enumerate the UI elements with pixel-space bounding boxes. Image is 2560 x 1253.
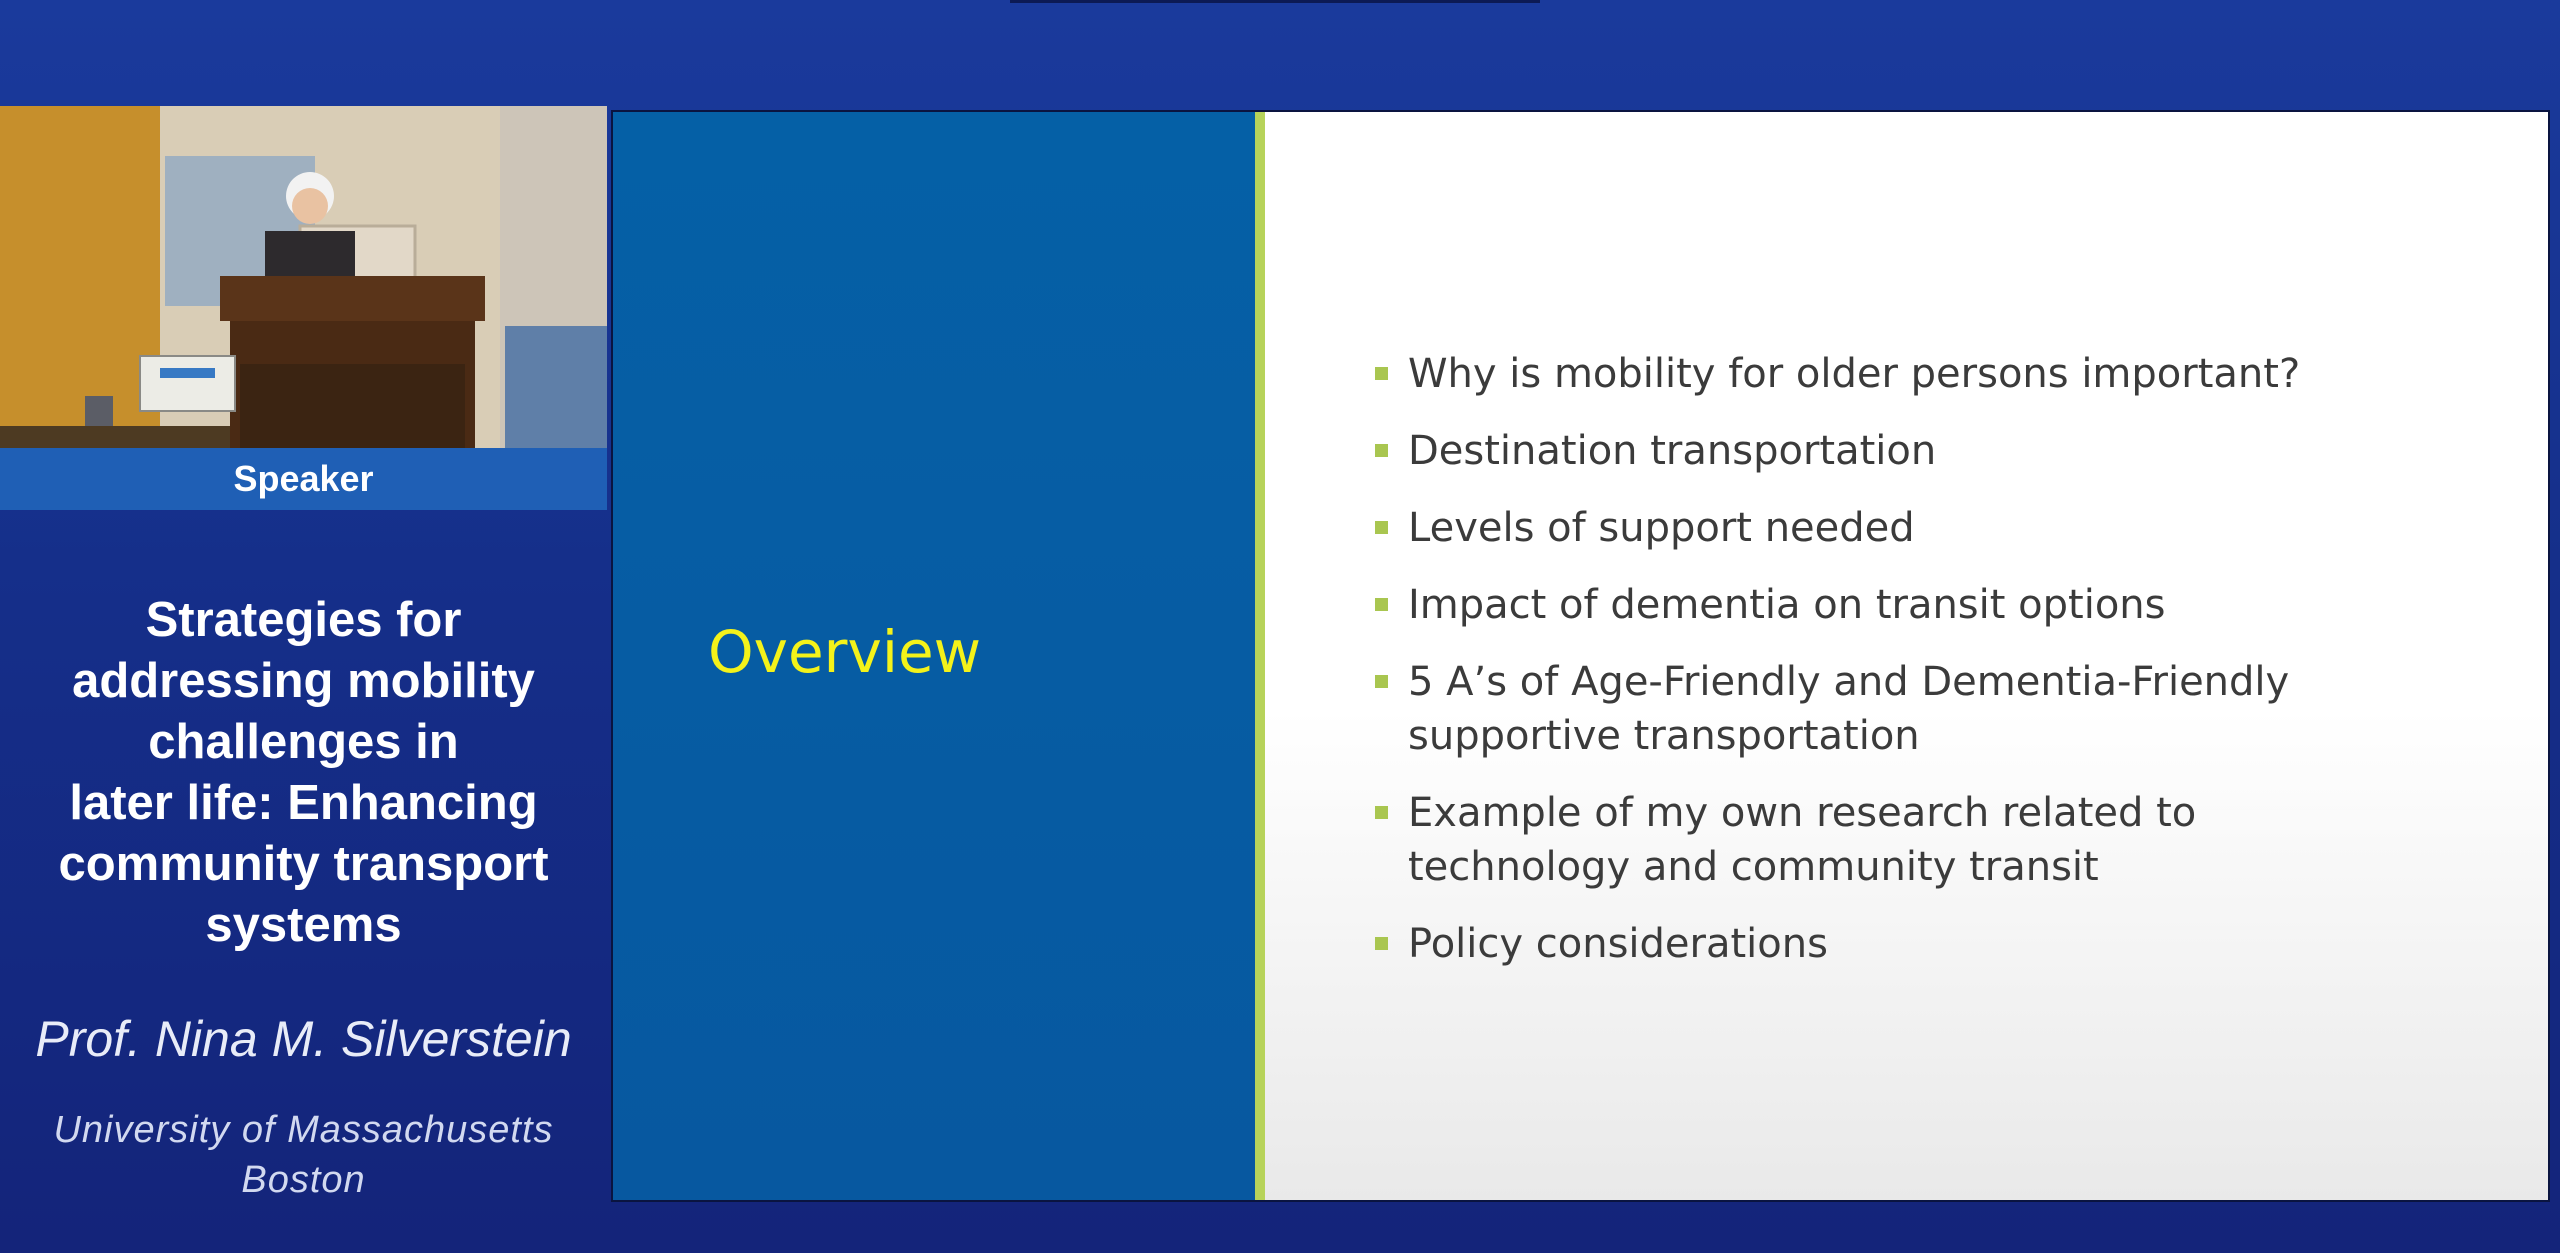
speaker-affiliation [0,1105,607,1205]
bullet-text-line: Why is mobility for older persons important? [1408,351,2301,397]
speaker-name: Prof. Nina M. Silverstein [35,1011,572,1067]
slide-divider [1255,112,1265,1200]
speaker-video[interactable] [0,106,607,448]
affiliation-line: University of Massachusetts [53,1109,554,1151]
presentation-slide[interactable] [611,110,2550,1202]
bullet-item [1375,786,2495,894]
talk-title-line: later life: Enhancing [69,776,538,830]
slide-content-panel [1265,112,2548,1200]
bullet-list [1375,347,2495,994]
talk-title [20,590,587,956]
affiliation-line: Boston [241,1159,366,1201]
top-edge-accent [1010,0,1540,3]
bullet-item [1375,655,2495,763]
talk-title-line: challenges in [148,715,459,769]
bullet-item [1375,424,2495,478]
bullet-text-line: Impact of dementia on transit options [1408,582,2166,628]
speaker-video-frame [0,106,607,448]
square-bullet-icon [1375,806,1388,819]
bullet-text-line: technology and community transit [1408,844,2099,890]
bullet-item [1375,917,2495,971]
bullet-text-line: Example of my own research related to [1408,790,2197,836]
square-bullet-icon [1375,675,1388,688]
speaker-label: Speaker [0,448,607,510]
slide-title-panel [613,112,1255,1200]
square-bullet-icon [1375,367,1388,380]
bullet-item [1375,501,2495,555]
slide-heading: Overview [708,618,982,686]
bullet-item [1375,347,2495,401]
bullet-text-line: 5 A’s of Age-Friendly and Dementia-Friendly [1408,659,2290,705]
bullet-item [1375,578,2495,632]
talk-title-line: addressing mobility [72,654,535,708]
bullet-text-line: Levels of support needed [1408,505,1915,551]
talk-title-line: systems [205,898,402,952]
bullet-text-line: Destination transportation [1408,428,1937,474]
square-bullet-icon [1375,521,1388,534]
bullet-text-line: supportive transportation [1408,713,1920,759]
bullet-text-line: Policy considerations [1408,921,1828,967]
talk-title-line: Strategies for [145,593,462,647]
square-bullet-icon [1375,598,1388,611]
square-bullet-icon [1375,937,1388,950]
square-bullet-icon [1375,444,1388,457]
talk-title-line: community transport [58,837,549,891]
